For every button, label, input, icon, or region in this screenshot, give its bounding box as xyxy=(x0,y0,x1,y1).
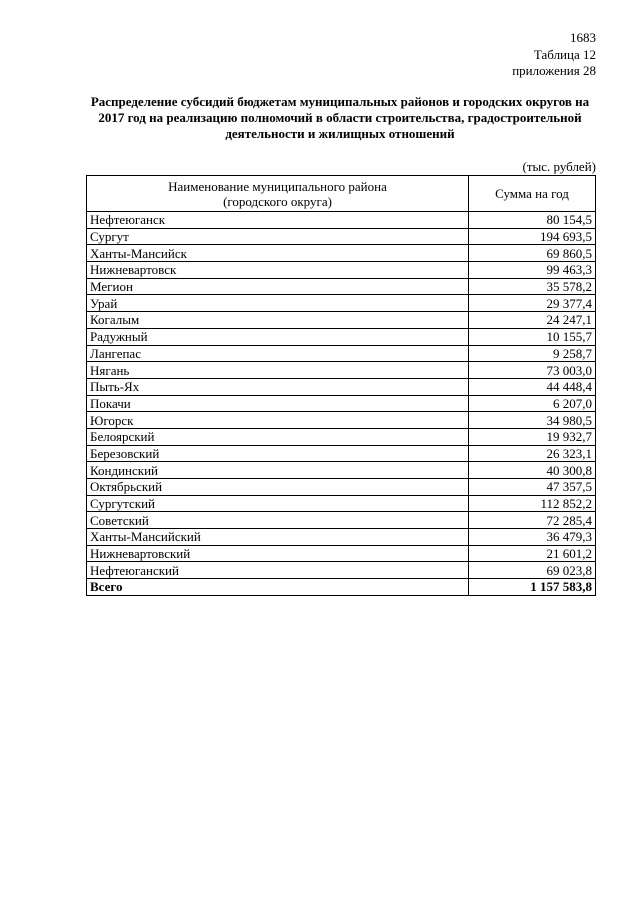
total-amount: 1 157 583,8 xyxy=(469,579,596,596)
subsidy-table xyxy=(86,175,596,596)
units-label: (тыс. рублей) xyxy=(522,159,596,174)
total-row xyxy=(87,579,596,596)
amount-cell: 10 155,7 xyxy=(469,328,596,345)
table-row xyxy=(87,445,596,462)
table-row xyxy=(87,362,596,379)
table-row xyxy=(87,512,596,529)
table-row xyxy=(87,212,596,229)
amount-cell: 112 852,2 xyxy=(469,495,596,512)
amount-cell: 34 980,5 xyxy=(469,412,596,429)
table-row xyxy=(87,228,596,245)
amount-cell: 69 023,8 xyxy=(469,562,596,579)
amount-cell: 194 693,5 xyxy=(469,228,596,245)
municipality-name: Пыть-Ях xyxy=(87,378,469,395)
municipality-name: Нижневартовский xyxy=(87,545,469,562)
table-row xyxy=(87,545,596,562)
table-row xyxy=(87,328,596,345)
municipality-name: Ханты-Мансийск xyxy=(87,245,469,262)
amount-cell: 26 323,1 xyxy=(469,445,596,462)
municipality-name: Лангепас xyxy=(87,345,469,362)
amount-cell: 80 154,5 xyxy=(469,212,596,229)
table-reference: Таблица 12 xyxy=(533,47,596,62)
municipality-name: Нефтеюганск xyxy=(87,212,469,229)
amount-cell: 69 860,5 xyxy=(469,245,596,262)
municipality-name: Ханты-Мансийский xyxy=(87,529,469,546)
amount-cell: 73 003,0 xyxy=(469,362,596,379)
amount-cell: 24 247,1 xyxy=(469,312,596,329)
amount-cell: 21 601,2 xyxy=(469,545,596,562)
amount-cell: 40 300,8 xyxy=(469,462,596,479)
municipality-name: Радужный xyxy=(87,328,469,345)
page-number: 1683 xyxy=(570,30,596,45)
municipality-name: Югорск xyxy=(87,412,469,429)
amount-cell: 47 357,5 xyxy=(469,479,596,496)
municipality-name: Урай xyxy=(87,295,469,312)
table-row xyxy=(87,295,596,312)
municipality-name: Белоярский xyxy=(87,428,469,445)
amount-cell: 72 285,4 xyxy=(469,512,596,529)
column-header-name xyxy=(87,176,469,212)
table-row xyxy=(87,462,596,479)
amount-cell: 35 578,2 xyxy=(469,278,596,295)
table-row xyxy=(87,562,596,579)
amount-cell: 99 463,3 xyxy=(469,262,596,279)
column-header-name-line-2: (городского округа) xyxy=(223,193,332,209)
table-row xyxy=(87,345,596,362)
table-row xyxy=(87,428,596,445)
column-header-amount: Сумма на год xyxy=(469,176,596,212)
table-row xyxy=(87,412,596,429)
municipality-name: Сургутский xyxy=(87,495,469,512)
table-header-row xyxy=(87,176,596,212)
table-row xyxy=(87,278,596,295)
municipality-name: Мегион xyxy=(87,278,469,295)
amount-cell: 19 932,7 xyxy=(469,428,596,445)
total-label: Всего xyxy=(87,579,469,596)
amount-cell: 36 479,3 xyxy=(469,529,596,546)
document-title: Распределение субсидий бюджетам муниципальных районов и городских округов на 2017 год на реализацию полномочий в области строительства, градостроительной деятельности и жилищных отношений xyxy=(90,94,590,141)
amount-cell: 29 377,4 xyxy=(469,295,596,312)
table-row xyxy=(87,312,596,329)
municipality-name: Когалым xyxy=(87,312,469,329)
column-header-name-line-1: Наименование муниципального района xyxy=(168,178,387,194)
amount-cell: 9 258,7 xyxy=(469,345,596,362)
appendix-reference: приложения 28 xyxy=(512,63,596,78)
table-row xyxy=(87,395,596,412)
municipality-name: Нижневартовск xyxy=(87,262,469,279)
municipality-name: Нягань xyxy=(87,362,469,379)
amount-cell: 44 448,4 xyxy=(469,378,596,395)
municipality-name: Березовский xyxy=(87,445,469,462)
table-row xyxy=(87,495,596,512)
municipality-name: Сургут xyxy=(87,228,469,245)
municipality-name: Советский xyxy=(87,512,469,529)
table-row xyxy=(87,378,596,395)
amount-cell: 6 207,0 xyxy=(469,395,596,412)
municipality-name: Октябрьский xyxy=(87,479,469,496)
table-row xyxy=(87,262,596,279)
municipality-name: Нефтеюганский xyxy=(87,562,469,579)
municipality-name: Покачи xyxy=(87,395,469,412)
municipality-name: Кондинский xyxy=(87,462,469,479)
table-row xyxy=(87,245,596,262)
table-row xyxy=(87,479,596,496)
table-row xyxy=(87,529,596,546)
